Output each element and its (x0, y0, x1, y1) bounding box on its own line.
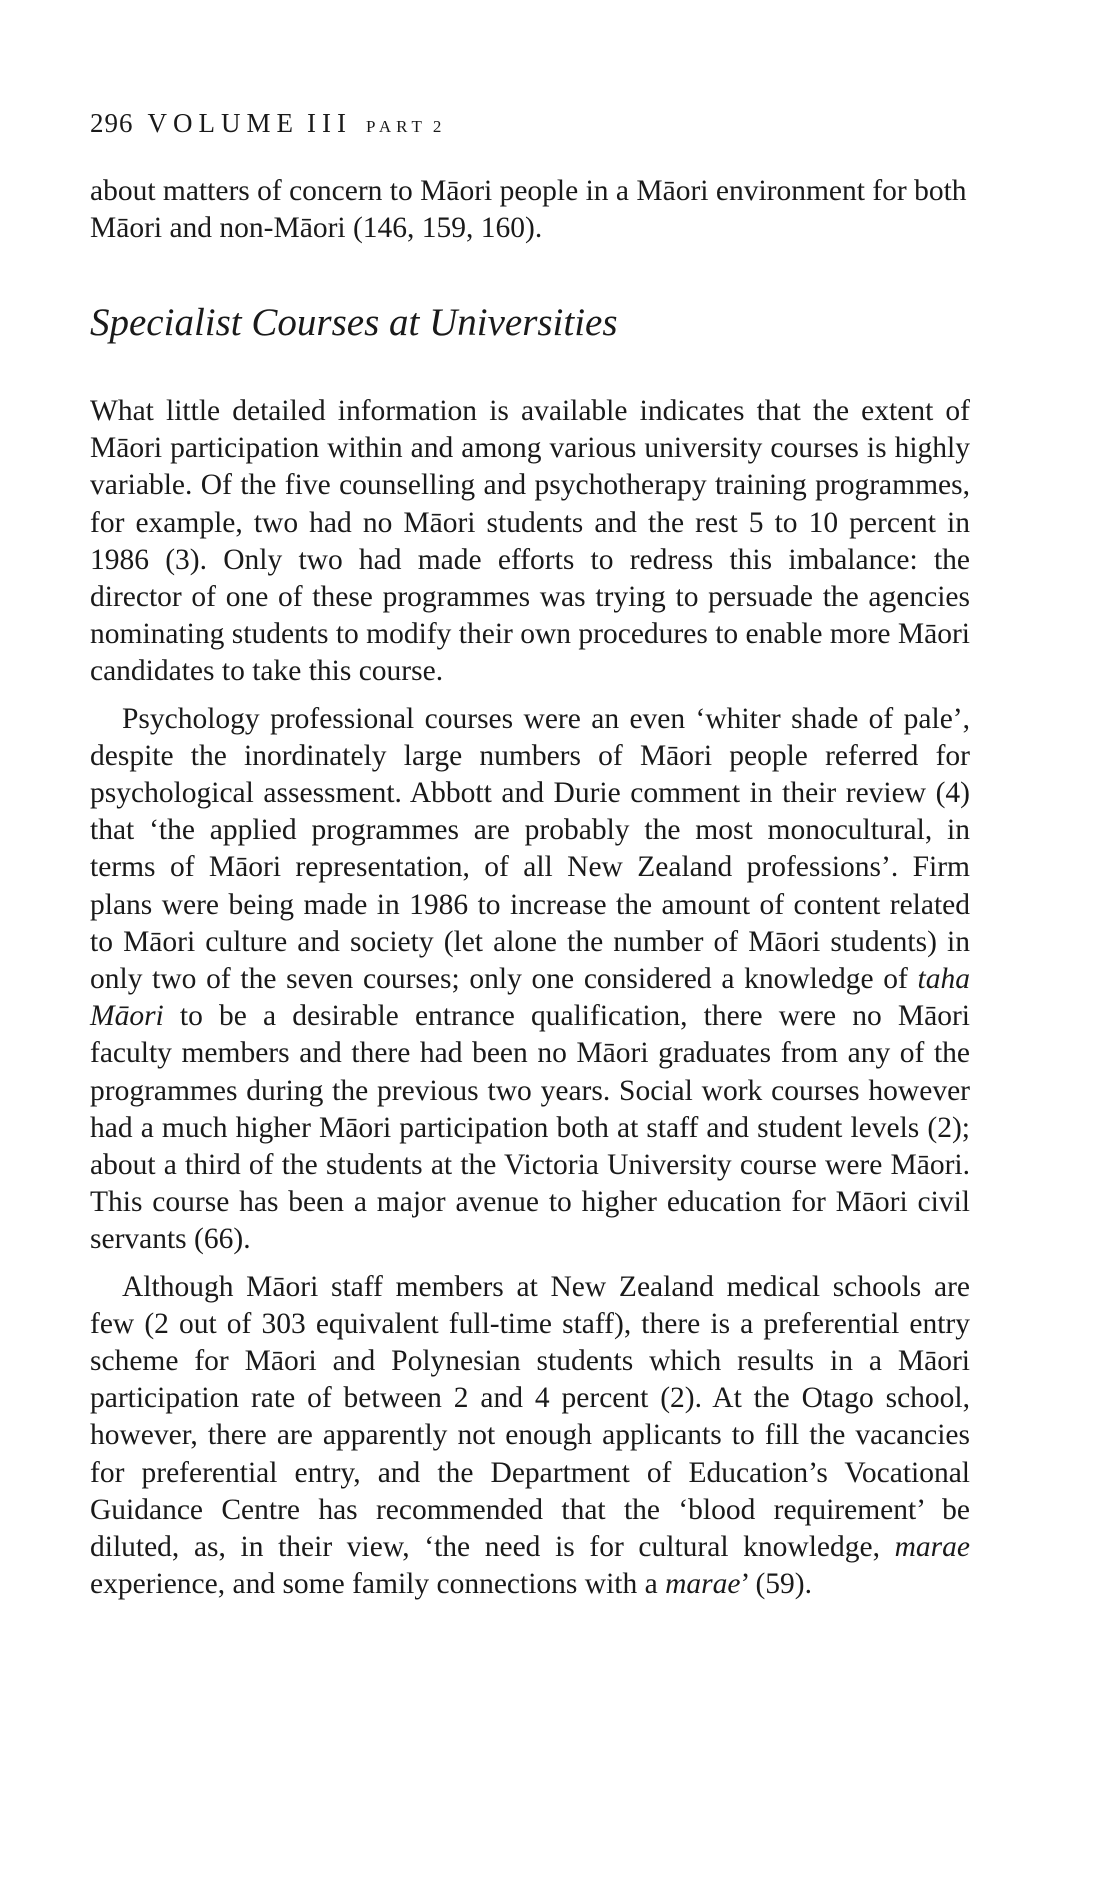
continuation-paragraph-block (90, 173, 970, 247)
section-body (90, 393, 970, 1604)
running-header (90, 108, 444, 139)
volume-label: VOLUME (147, 108, 299, 138)
body-paragraph-2: Psychology professional courses were an even ‘whiter shade of pale’, despite the inordinately large numbers of Māori people referred for psychological assessment. Abbott and Durie comment in their review (4) that ‘the applied programmes are probably the most monocultural, in terms of Māori representation, of all New Zealand professions’. Firm plans were being made in 1986 to increase the amount of content related to Māori culture and society (let alone the number of Māori students) in only two of the seven courses; only one considered a knowledge of taha Māori to be a desirable entrance qualification, there were no Māori faculty members and there had been no Māori graduates from any of the programmes during the previous two years. Social work courses however had a much higher Māori participation both at staff and student levels (2); about a third of the students at the Victoria University course were Māori. This course has been a major avenue to higher education for Māori civil servants (66). (90, 702, 970, 1256)
page-number: 296 (90, 108, 134, 138)
part-label: PART (365, 117, 427, 136)
body-paragraph-1: What little detailed information is available indicates that the extent of Māori participation within and among various university courses is highly variable. Of the five counselling and psychotherapy training programmes, for example, two had no Māori students and the rest 5 to 10 percent in 1986 (3). Only two had made efforts to redress this imbalance: the director of one of these programmes was trying to persuade the agencies nominating students to modify their own procedures to enable more Māori candidates to take this course. (90, 395, 970, 688)
continuation-paragraph: about matters of concern to Māori people in a Māori environment for both Māori and non-Māori (146, 159, 160). (90, 175, 967, 245)
volume-number: III (307, 108, 352, 138)
part-number: 2 (432, 117, 445, 136)
section-heading: Specialist Courses at Universities (90, 301, 618, 344)
body-paragraph-3: Although Māori staff members at New Zealand medical schools are few (2 out of 303 equivalent full-time staff), there is a preferential entry scheme for Māori and Polynesian students which results in a Māori participation rate of between 2 and 4 percent (2). At the Otago school, however, there are apparently not enough applicants to fill the vacancies for preferential entry, and the Department of Education’s Vocational Guidance Centre has recommended that the ‘blood requirement’ be diluted, as, in their view, ‘the need is for cultural knowledge, marae experience, and some family connections with a marae’ (59). (90, 1270, 970, 1601)
